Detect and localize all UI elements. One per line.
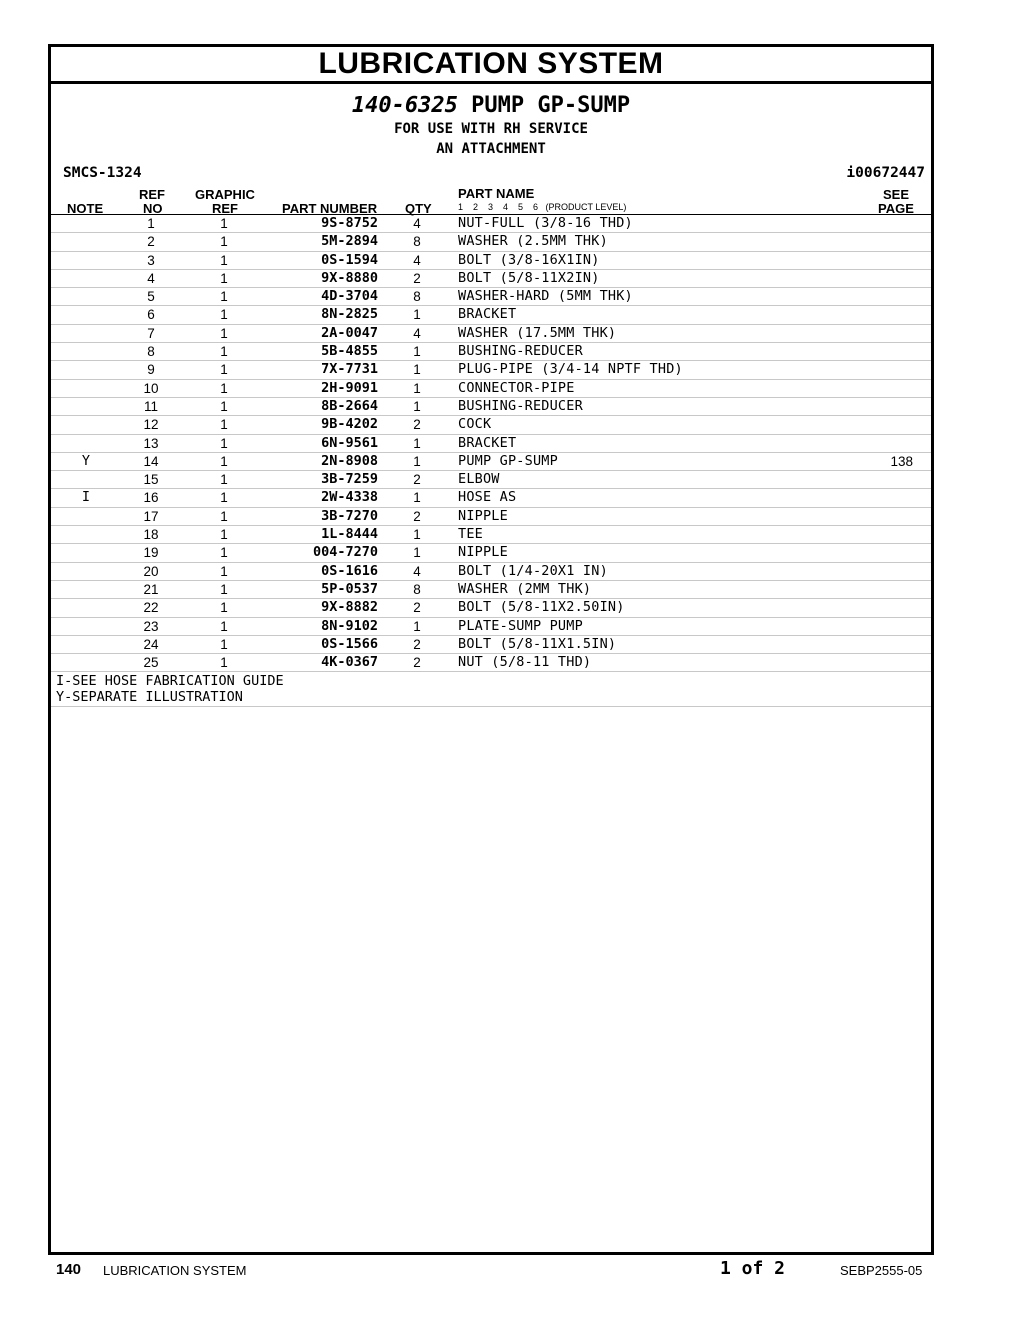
ref-no-cell: 12 (143, 417, 159, 433)
table-row (51, 471, 931, 489)
part-number-link[interactable]: 004-7270 (312, 544, 378, 561)
qty-cell: 2 (413, 508, 421, 524)
graphic-ref-cell: 1 (220, 472, 228, 488)
part-name-cell: BOLT (5/8-11X2.50IN) (458, 599, 625, 616)
part-number-link[interactable]: 2H-9091 (321, 379, 378, 396)
group-name: PUMP GP-SUMP (471, 93, 631, 118)
graphic-ref-cell: 1 (220, 655, 228, 671)
ref-no-cell: 2 (147, 234, 155, 250)
part-name-cell: HOSE AS (458, 489, 517, 506)
header-ref-bottom: NO (143, 201, 163, 216)
graphic-ref-cell: 1 (220, 490, 228, 506)
part-number-link[interactable]: 5B-4855 (321, 343, 378, 360)
table-row (51, 599, 931, 617)
part-name-cell: WASHER (2MM THK) (458, 580, 592, 597)
parts-table-body (51, 215, 931, 672)
parts-page-frame (48, 44, 934, 1255)
footer-doc-number: SEBP2555-05 (840, 1263, 923, 1278)
graphic-ref-cell: 1 (220, 362, 228, 378)
ref-no-cell: 4 (147, 270, 155, 286)
table-row (51, 453, 931, 471)
part-number-link[interactable]: 9X-8882 (321, 599, 378, 616)
table-row (51, 636, 931, 654)
qty-cell: 2 (413, 417, 421, 433)
table-row (51, 306, 931, 324)
table-row (51, 361, 931, 379)
ref-no-cell: 18 (143, 527, 159, 543)
qty-cell: 1 (413, 344, 421, 360)
qty-cell: 2 (413, 655, 421, 671)
part-number-link[interactable]: 4K-0367 (321, 654, 378, 671)
notes-block (51, 672, 931, 707)
graphic-ref-cell: 1 (220, 600, 228, 616)
part-number-link[interactable]: 9X-8880 (321, 269, 378, 286)
ref-no-cell: 23 (143, 618, 159, 634)
graphic-ref-cell: 1 (220, 545, 228, 561)
graphic-ref-cell: 1 (220, 270, 228, 286)
ref-no-cell: 25 (143, 655, 159, 671)
table-row (51, 288, 931, 306)
see-page-link[interactable]: 138 (890, 453, 913, 469)
header-ref-top: REF (139, 187, 165, 202)
graphic-ref-cell: 1 (220, 618, 228, 634)
group-part-number[interactable]: 140-6325 (351, 93, 458, 118)
part-name-cell: ELBOW (458, 471, 500, 488)
qty-cell: 8 (413, 581, 421, 597)
part-number-link[interactable]: 0S-1616 (321, 562, 378, 579)
part-number-link[interactable]: 3B-7259 (321, 471, 378, 488)
ref-no-cell: 16 (143, 490, 159, 506)
part-name-cell: TEE (458, 526, 483, 543)
note-cell: Y (81, 452, 91, 469)
part-number-link[interactable]: 5P-0537 (321, 580, 378, 597)
qty-cell: 1 (413, 490, 421, 506)
qty-cell: 1 (413, 618, 421, 634)
graphic-ref-cell: 1 (220, 563, 228, 579)
part-number-link[interactable]: 8N-2825 (321, 306, 378, 323)
header-product-level: 1 2 3 4 5 6 (PRODUCT LEVEL) (458, 202, 627, 212)
ref-no-cell: 13 (143, 435, 159, 451)
table-header (51, 187, 931, 215)
qty-cell: 1 (413, 545, 421, 561)
table-row (51, 380, 931, 398)
ref-no-cell: 17 (143, 508, 159, 524)
graphic-ref-cell: 1 (220, 289, 228, 305)
ref-no-cell: 9 (147, 362, 155, 378)
part-number-link[interactable]: 1L-8444 (321, 526, 378, 543)
part-number-link[interactable]: 3B-7270 (321, 507, 378, 524)
note-separate: Y-SEPARATE ILLUSTRATION (56, 689, 243, 706)
part-name-cell: PUMP GP-SUMP (458, 452, 558, 469)
ref-no-cell: 14 (143, 453, 159, 469)
qty-cell: 1 (413, 527, 421, 543)
part-name-cell: BUSHING-REDUCER (458, 343, 583, 360)
ref-no-cell: 20 (143, 563, 159, 579)
graphic-ref-cell: 1 (220, 344, 228, 360)
qty-cell: 8 (413, 289, 421, 305)
header-qty: QTY (405, 201, 432, 216)
part-number-link[interactable]: 0S-1566 (321, 635, 378, 652)
qty-cell: 2 (413, 600, 421, 616)
part-number-link[interactable]: 7X-7731 (321, 361, 378, 378)
qty-cell: 4 (413, 216, 421, 231)
header-graphic-bottom: REF (212, 201, 238, 216)
table-row (51, 489, 931, 507)
qty-cell: 1 (413, 362, 421, 378)
ref-no-cell: 11 (143, 398, 158, 414)
ref-no-cell: 5 (147, 289, 155, 305)
table-row (51, 544, 931, 562)
graphic-ref-cell: 1 (220, 380, 228, 396)
ref-no-cell: 10 (143, 380, 159, 396)
table-row (51, 526, 931, 544)
part-number-link[interactable]: 2W-4338 (321, 489, 378, 506)
part-name-cell: WASHER (17.5MM THK) (458, 324, 617, 341)
graphic-ref-cell: 1 (220, 398, 228, 414)
table-row (51, 215, 931, 233)
page-footer (0, 1258, 1020, 1282)
graphic-ref-cell: 1 (220, 453, 228, 469)
qty-cell: 2 (413, 472, 421, 488)
qty-cell: 1 (413, 435, 421, 451)
ref-no-cell: 1 (147, 216, 155, 231)
table-row (51, 508, 931, 526)
smcs-row (51, 163, 931, 187)
table-row (51, 435, 931, 453)
part-number-link[interactable]: 9S-8752 (321, 215, 378, 231)
qty-cell: 2 (413, 636, 421, 652)
group-title (51, 93, 931, 119)
illustration-id: i00672447 (846, 165, 925, 181)
table-row (51, 563, 931, 581)
group-usage-line1: FOR USE WITH RH SERVICE (394, 121, 588, 137)
part-name-cell: BOLT (3/8-16X1IN) (458, 251, 600, 268)
header-note: NOTE (67, 201, 104, 216)
part-name-cell: NUT (5/8-11 THD) (458, 654, 592, 671)
part-name-cell: BRACKET (458, 306, 517, 323)
table-row (51, 398, 931, 416)
part-name-cell: WASHER-HARD (5MM THK) (458, 288, 633, 305)
part-number-link[interactable]: 0S-1594 (321, 251, 378, 268)
page-title: LUBRICATION SYSTEM (51, 47, 931, 84)
ref-no-cell: 24 (143, 636, 159, 652)
qty-cell: 4 (413, 325, 421, 341)
graphic-ref-cell: 1 (220, 417, 228, 433)
header-part-number: PART NUMBER (282, 201, 378, 216)
ref-no-cell: 15 (143, 472, 159, 488)
ref-no-cell: 7 (147, 325, 155, 341)
graphic-ref-cell: 1 (220, 581, 228, 597)
part-name-cell: BOLT (1/4-20X1 IN) (458, 562, 608, 579)
group-header (51, 93, 931, 159)
part-name-cell: COCK (458, 416, 492, 433)
part-name-cell: NUT-FULL (3/8-16 THD) (458, 215, 633, 231)
part-name-cell: NIPPLE (458, 544, 508, 561)
header-part-name: PART NAME (458, 186, 535, 201)
table-row (51, 233, 931, 251)
header-see-bottom: PAGE (878, 201, 914, 216)
table-row (51, 654, 931, 672)
part-name-cell: BRACKET (458, 434, 517, 451)
qty-cell: 1 (413, 307, 421, 323)
table-row (51, 343, 931, 361)
note-hose: I-SEE HOSE FABRICATION GUIDE (56, 673, 284, 690)
part-number-link[interactable]: 6N-9561 (321, 434, 378, 451)
part-number-link[interactable]: 2N-8908 (321, 452, 378, 469)
group-usage-line2: AN ATTACHMENT (436, 141, 546, 157)
graphic-ref-cell: 1 (220, 325, 228, 341)
part-name-cell: BOLT (5/8-11X2IN) (458, 269, 600, 286)
graphic-ref-cell: 1 (220, 216, 228, 231)
ref-no-cell: 22 (143, 600, 159, 616)
graphic-ref-cell: 1 (220, 435, 228, 451)
ref-no-cell: 3 (147, 252, 155, 268)
part-name-cell: PLATE-SUMP PUMP (458, 617, 583, 634)
qty-cell: 4 (413, 563, 421, 579)
ref-no-cell: 6 (147, 307, 155, 323)
header-graphic-top: GRAPHIC (195, 187, 255, 202)
graphic-ref-cell: 1 (220, 252, 228, 268)
qty-cell: 8 (413, 234, 421, 250)
part-name-cell: BOLT (5/8-11X1.5IN) (458, 635, 617, 652)
part-number-link[interactable]: 2A-0047 (321, 324, 378, 341)
table-row (51, 581, 931, 599)
footer-page-number: 140 (56, 1261, 82, 1278)
ref-no-cell: 21 (143, 581, 159, 597)
header-see-top: SEE (883, 187, 910, 202)
part-name-cell: WASHER (2.5MM THK) (458, 233, 608, 250)
part-number-link[interactable]: 9B-4202 (321, 416, 378, 433)
graphic-ref-cell: 1 (220, 234, 228, 250)
part-name-cell: NIPPLE (458, 507, 508, 524)
qty-cell: 1 (413, 453, 421, 469)
graphic-ref-cell: 1 (220, 527, 228, 543)
table-row (51, 416, 931, 434)
part-number-link[interactable]: 4D-3704 (321, 288, 378, 305)
part-name-cell: BUSHING-REDUCER (458, 397, 583, 414)
ref-no-cell: 19 (143, 545, 159, 561)
smcs-code: SMCS-1324 (63, 165, 142, 181)
table-row (51, 270, 931, 288)
graphic-ref-cell: 1 (220, 508, 228, 524)
table-row (51, 618, 931, 636)
note-cell: I (81, 489, 91, 506)
part-name-cell: CONNECTOR-PIPE (458, 379, 575, 396)
part-number-link[interactable]: 5M-2894 (321, 233, 378, 250)
part-number-link[interactable]: 8B-2664 (321, 397, 378, 414)
table-row (51, 325, 931, 343)
ref-no-cell: 8 (147, 344, 155, 360)
table-row (51, 252, 931, 270)
qty-cell: 1 (413, 398, 421, 414)
part-name-cell: PLUG-PIPE (3/4-14 NPTF THD) (458, 361, 683, 378)
footer-section: LUBRICATION SYSTEM (103, 1263, 247, 1278)
qty-cell: 4 (413, 252, 421, 268)
part-number-link[interactable]: 8N-9102 (321, 617, 378, 634)
qty-cell: 1 (413, 380, 421, 396)
graphic-ref-cell: 1 (220, 307, 228, 323)
graphic-ref-cell: 1 (220, 636, 228, 652)
footer-sheet: 1 of 2 (720, 1258, 786, 1279)
qty-cell: 2 (413, 270, 421, 286)
